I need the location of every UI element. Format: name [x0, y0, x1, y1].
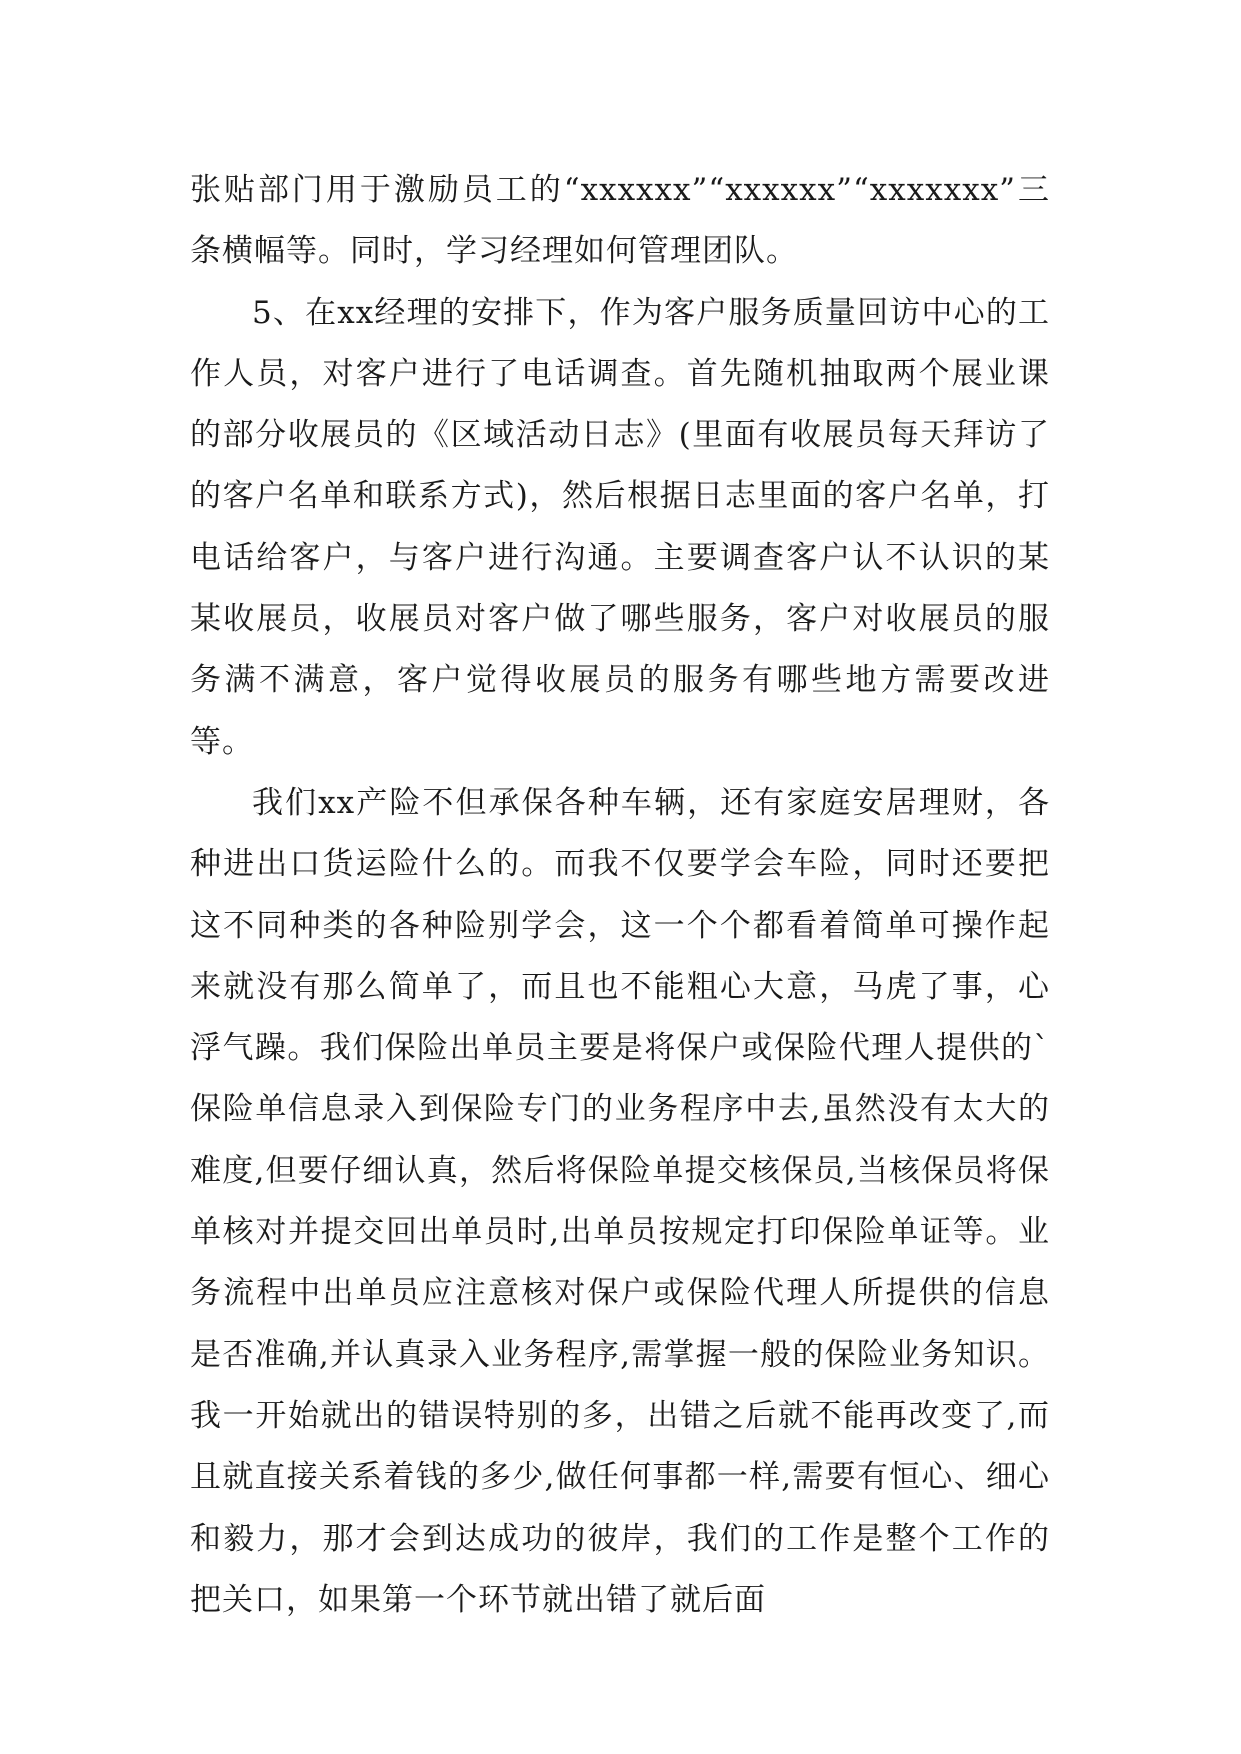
paragraph-1: 张贴部门用于激励员工的“xxxxxx”“xxxxxx”“xxxxxxx”三条横幅等。同时，学习经理如何管理团队。	[190, 172, 1050, 270]
document-body	[190, 160, 1050, 1631]
paragraph-3: 我们xx产险不但承保各种车辆，还有家庭安居理财，各种进出口货运险什么的。而我不仅要学会车险，同时还要把这不同种类的各种险别学会，这一个个都看着简单可操作起来就没有那么简单了，而且也不能粗心大意，马虎了事，心浮气躁。我们保险出单员主要是将保户或保险代理人提供的`保险单信息录入到保险专门的业务程序中去,虽然没有太大的难度,但要仔细认真，然后将保险单提交核保员,当核保员将保单核对并提交回出单员时,出单员按规定打印保险单证等。业务流程中出单员应注意核对保户或保险代理人所提供的信息是否准确,并认真录入业务程序,需掌握一般的保险业务知识。我一开始就出的错误特别的多，出错之后就不能再改变了,而且就直接关系着钱的多少,做任何事都一样,需要有恒心、细心和毅力，那才会到达成功的彼岸，我们的工作是整个工作的把关口，如果第一个环节就出错了就后面	[190, 784, 1050, 1618]
paragraph-2: 5、在xx经理的安排下，作为客户服务质量回访中心的工作人员，对客户进行了电话调查。首先随机抽取两个展业课的部分收展员的《区域活动日志》(里面有收展员每天拜访了的客户名单和联系方式)，然后根据日志里面的客户名单，打电话给客户，与客户进行沟通。主要调查客户认不认识的某某收展员，收展员对客户做了哪些服务，客户对收展员的服务满不满意，客户觉得收展员的服务有哪些地方需要改进等。	[190, 294, 1050, 760]
